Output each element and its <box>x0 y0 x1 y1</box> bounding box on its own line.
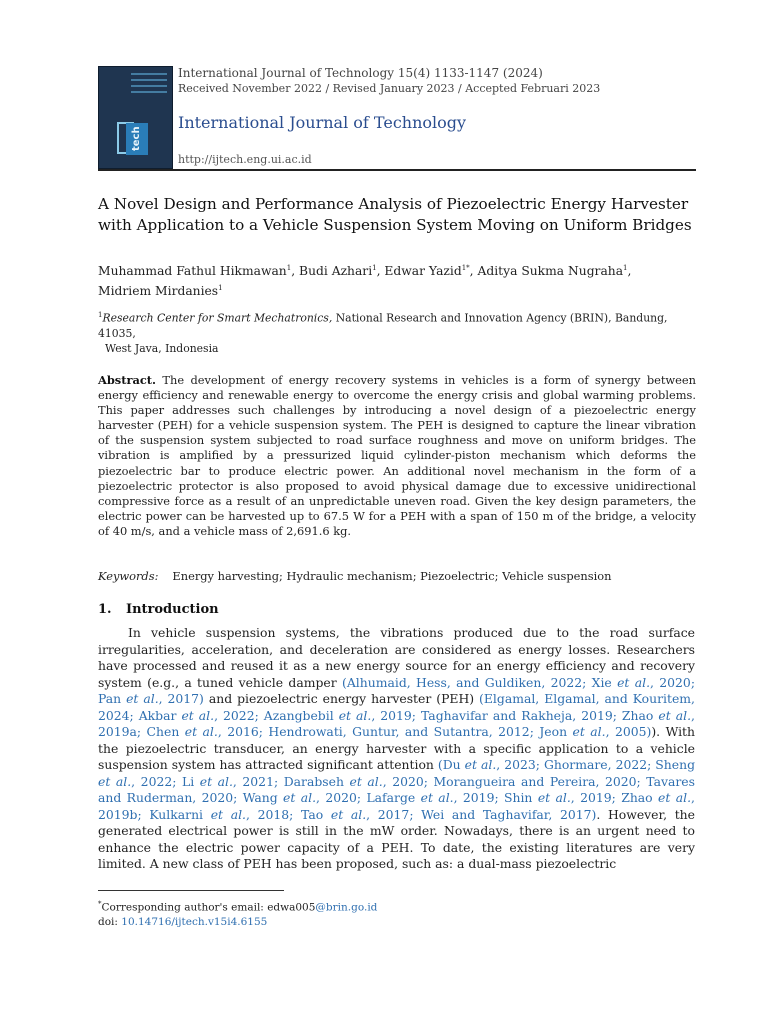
citation-et-al[interactable]: et al. <box>658 790 692 805</box>
citation-link[interactable]: , 2019; Shin <box>453 790 538 805</box>
doi-link[interactable]: 10.14716/ijtech.v15i4.6155 <box>121 916 268 928</box>
citation-et-al[interactable]: et al. <box>572 724 606 739</box>
affiliation-institution: National Research and Innovation Agency (BRIN), Bandung, 41035, <box>98 311 668 340</box>
body-text: In vehicle suspension systems, the vibrations produced due to the road surface irregularities, acceleration, and deceleration are considered as energy losses. Researchers have processed and reused it as a new energy source for an energy efficiency and recovery system (e.g., a tuned vehicle damper <box>98 625 695 690</box>
citation-et-al[interactable]: et al. <box>199 773 233 789</box>
keywords <box>98 569 698 583</box>
author-name: Midriem Mirdanies <box>98 284 219 299</box>
journal-cover-image <box>98 66 173 169</box>
author-affil-marker: 1* <box>461 264 470 272</box>
citation-link[interactable]: , 2020; Pan <box>98 674 695 706</box>
author-name: Edwar Yazid <box>384 264 462 279</box>
body-text: and piezoelectric energy harvester (PEH) <box>203 691 480 706</box>
author-name: Muhammad Fathul Hikmawan <box>98 264 287 279</box>
citation-et-al[interactable]: et al. <box>210 806 246 822</box>
citation-et-al[interactable]: et al. <box>537 790 571 805</box>
doi-label: doi: <box>98 916 122 928</box>
header-divider <box>98 169 696 171</box>
keywords-label: Keywords: <box>98 569 159 583</box>
citation-link[interactable]: , 2023; Ghormare, 2022; Sheng <box>496 757 696 772</box>
citation-link[interactable]: , 2016; Hendrowati, Guntur, and Sutantra, 2012; Jeon <box>217 724 573 739</box>
affiliation <box>98 308 698 356</box>
cover-decoration <box>131 73 167 97</box>
citation-et-al[interactable]: et al. <box>126 691 159 706</box>
citation-link[interactable]: , 2020; Lafarge <box>316 790 421 805</box>
author-affil-marker: 1 <box>286 264 292 272</box>
citation-link[interactable]: , 2021; Darabseh <box>232 773 350 789</box>
abstract <box>98 373 696 539</box>
corresponding-marker: * <box>98 900 102 908</box>
citation-link[interactable]: , 2020; Morangueira and Pereira, 2020; Tavares and Ruderman, 2020; Wang <box>98 773 695 805</box>
journal-title: International Journal of Technology <box>178 113 467 132</box>
citation-link[interactable]: , 2019b; Kulkarni <box>98 790 695 822</box>
author-separator: , <box>469 264 478 279</box>
email-link[interactable]: @brin.go.id <box>315 901 378 914</box>
author-name: Aditya Sukma Nugraha <box>477 264 624 279</box>
citation-link[interactable]: , 2005) <box>605 724 652 739</box>
paper-title: A Novel Design and Performance Analysis of Piezoelectric Energy Harvester with Application to a Vehicle Suspension System Moving on Uniform Bridges <box>98 195 692 234</box>
citation-et-al[interactable]: et al. <box>330 806 367 822</box>
section-title: Introduction <box>126 602 219 617</box>
citation-et-al[interactable]: et al. <box>338 707 372 723</box>
corresponding-label: Corresponding author's email: <box>101 901 268 914</box>
ijtech-logo: tech <box>126 123 148 155</box>
citation-link[interactable]: , 2019; Zhao <box>570 790 659 805</box>
citation-link[interactable]: (Alhumaid, Hess, and Guldiken, 2022; Xie <box>342 674 618 690</box>
author-separator: , <box>627 264 632 279</box>
author-separator: , <box>291 264 300 279</box>
citation-et-al[interactable]: et al. <box>349 773 383 789</box>
author-list <box>98 260 698 300</box>
citation-link[interactable]: , 2019a; Chen <box>98 707 695 739</box>
citation-et-al[interactable]: et al. <box>464 757 497 772</box>
citation-link[interactable]: , 2018; Tao <box>246 806 331 822</box>
abstract-text: The development of energy recovery systems in vehicles is a form of synergy between energy efficiency and renewable energy to overcome the energy crisis and global warming problems. This paper addresses such challenges by introducing a novel design of a piezoelectric energy harvester (PEH) for a vehicle suspension system. The PEH is designed to capture the linear vibration of the suspension system subjected to road surface roughness and move on uniform bridges. The vibration is amplified by a pressurized liquid cylinder-piston mechanism which deforms the piezoelectric bar to produce electric power. An additional novel mechanism in the form of a piezoelectric protector is also proposed to avoid physical damage due to excessive unidirectional compressive force as a result of an unpredictable uneven road. Given the key design parameters, the electric power can be harvested up to 67.5 W for a PEH with a span of 150 m of the bridge, a velocity of 40 m/s, and a vehicle mass of 2,691.6 kg. <box>98 373 696 538</box>
author-name: Budi Azhari <box>299 264 373 279</box>
body-text: ). With the piezoelectric transducer, an energy harvester with a specific application to a vehicle suspension system has attracted significant attention <box>98 724 696 772</box>
citation-et-al[interactable]: et al. <box>184 724 218 739</box>
citation-link[interactable]: , 2022; Azangbebil <box>214 707 339 723</box>
body-text: . However, the generated electrical power is still in the mW order. Nowadays, there is an urgent need to enhance the electric power capacity of a PEH. To date, the existing literatures are very limited. A new class of PEH has been proposed, such as: a dual-mass piezoelectric <box>98 806 695 871</box>
footnote <box>98 897 377 930</box>
citation-et-al[interactable]: et al. <box>617 674 651 690</box>
affiliation-marker: 1 <box>98 311 103 319</box>
citation-link[interactable]: , 2022; Li <box>131 773 200 789</box>
citation-link[interactable]: (Du <box>437 757 465 772</box>
affiliation-location: West Java, Indonesia <box>105 341 219 355</box>
section-number: 1. <box>98 602 112 617</box>
keywords-text: Energy harvesting; Hydraulic mechanism; Piezoelectric; Vehicle suspension <box>172 569 612 583</box>
citation-et-al[interactable]: et al. <box>420 790 454 805</box>
author-affil-marker: 1 <box>372 264 377 272</box>
citation-link[interactable]: , 2019; Taghavifar and Rakheja, 2019; Zhao <box>371 707 659 723</box>
footnote-divider <box>98 890 284 891</box>
submission-dates: Received November 2022 / Revised January 2023 / Accepted Februari 2023 <box>178 82 601 95</box>
citation-link[interactable]: , 2017) <box>158 691 204 706</box>
citation-link[interactable]: (Elgamal, Elgamal, and Kouritem, 2024; Akbar <box>98 691 695 723</box>
email-user: edwa005 <box>267 901 316 914</box>
citation-et-al[interactable]: et al. <box>283 790 317 805</box>
citation-et-al[interactable]: et al. <box>181 707 215 723</box>
citation-et-al[interactable]: et al. <box>98 773 132 789</box>
citation-et-al[interactable]: et al. <box>658 707 692 723</box>
affiliation-center: Research Center for Smart Mechatronics, <box>102 311 333 325</box>
author-affil-marker: 1 <box>623 264 628 272</box>
author-separator: , <box>376 264 385 279</box>
introduction-body <box>98 625 695 873</box>
journal-citation: International Journal of Technology 15(4) 1133-1147 (2024) <box>178 66 543 80</box>
citation-link[interactable]: , 2017; Wei and Taghavifar, 2017) <box>366 806 597 822</box>
abstract-label: Abstract. <box>98 373 157 387</box>
journal-url-link[interactable]: http://ijtech.eng.ui.ac.id <box>178 153 312 166</box>
section-heading <box>98 602 219 617</box>
author-affil-marker: 1 <box>218 284 223 293</box>
